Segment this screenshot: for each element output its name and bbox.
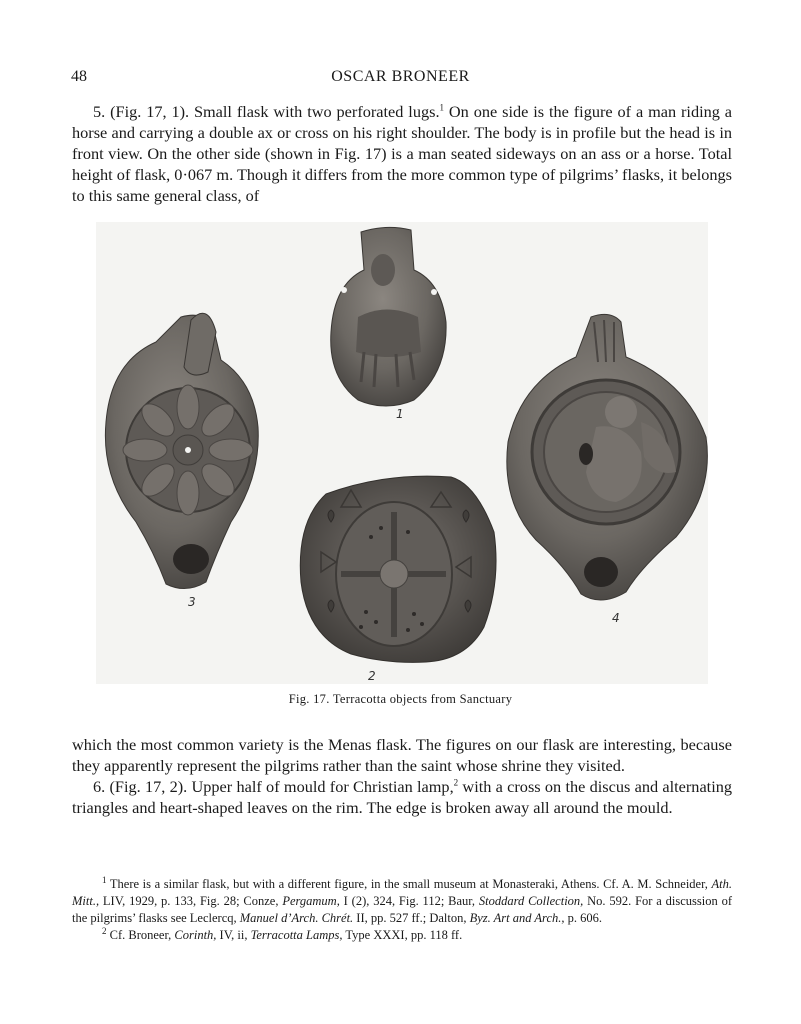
figure-photograph — [96, 222, 708, 684]
paragraph-menas-continuation: which the most common variety is the Menas flask. The figures on our flask are interesting, because they apparently represent the pilgrims rather than the saint whose shrine they visited. — [72, 735, 732, 775]
footnote-2-text-1: Cf. Broneer, — [106, 928, 175, 942]
footnote-1-text-6: p. 606. — [564, 911, 602, 925]
footnote-ref-2[interactable]: 2 — [453, 777, 459, 788]
figure-17 — [96, 222, 708, 684]
footnote-1-text-2: LIV, 1929, p. 133, Fig. 28; Conze, — [99, 894, 283, 908]
footnote-1-text-4: No. 592. For a discussion of the pilgrims’ flasks see Leclercq, — [72, 894, 733, 925]
footnote-1-italic-4: Manuel d’Arch. Chrét. — [239, 911, 354, 925]
running-head: OSCAR BRONEER — [331, 68, 470, 85]
paragraph-mould-description — [72, 776, 732, 818]
footnote-ref-1[interactable]: 1 — [439, 102, 445, 113]
footnote-1-text-3: I (2), 324, Fig. 112; Baur, — [339, 894, 479, 908]
para1-text-b: On one side is the figure of a man riding a horse and carrying a double ax or cross on his right shoulder. The body is in profile but the head is in front view. On the other side (shown in Fig. 17) is a man seated sideways on an ass or a horse. Total height of flask, 0·067 m. Though it differs from the more common type of pilgrims’ flasks, it belongs to this same general class, of — [72, 102, 733, 205]
footnote-1-text-1: There is a similar flask, but with a different figure, in the small museum at Monasteraki, Athens. Cf. A. M. Schneider, — [106, 877, 712, 891]
para3-text-b: with a cross on the discus and alternating triangles and heart-shaped leaves on the rim. The edge is broken away all around the mould. — [72, 777, 732, 817]
footnote-2-italic-1: Corinth, — [174, 928, 217, 942]
footnotes — [72, 876, 732, 944]
footnote-2-text-3: Type XXXI, pp. 118 ff. — [342, 928, 463, 942]
footnote-1-italic-2: Pergamum, — [282, 894, 340, 908]
body-text-lower — [72, 734, 732, 818]
page-number: 48 — [71, 68, 87, 85]
footnote-mark-1: 1 — [102, 874, 107, 885]
figure-caption: Fig. 17. Terracotta objects from Sanctuary — [288, 692, 513, 706]
para1-text-a: 5. (Fig. 17, 1). Small flask with two perforated lugs. — [93, 102, 440, 121]
footnote-mark-2: 2 — [102, 925, 107, 936]
figure-label-4: 4 — [612, 611, 620, 625]
footnote-2 — [72, 927, 732, 944]
figure-label-3: 3 — [188, 595, 196, 609]
mould-object — [300, 476, 496, 662]
footnote-1-text-5: II, pp. 527 ff.; Dalton, — [353, 911, 470, 925]
footnote-1-italic-5: Byz. Art and Arch., — [469, 911, 565, 925]
footnote-1 — [72, 876, 732, 927]
figure-label-1: 1 — [396, 407, 404, 421]
footnote-1-italic-3: Stoddard Collection, — [478, 894, 584, 908]
footnote-1-italic-1: Ath. Mitt., — [72, 877, 732, 908]
paragraph-flask-description — [72, 101, 732, 206]
figure-label-2: 2 — [368, 669, 376, 683]
para3-text-a: 6. (Fig. 17, 2). Upper half of mould for Christian lamp, — [93, 777, 454, 796]
footnote-2-italic-2: Terracotta Lamps, — [250, 928, 343, 942]
footnote-2-text-2: IV, ii, — [216, 928, 251, 942]
